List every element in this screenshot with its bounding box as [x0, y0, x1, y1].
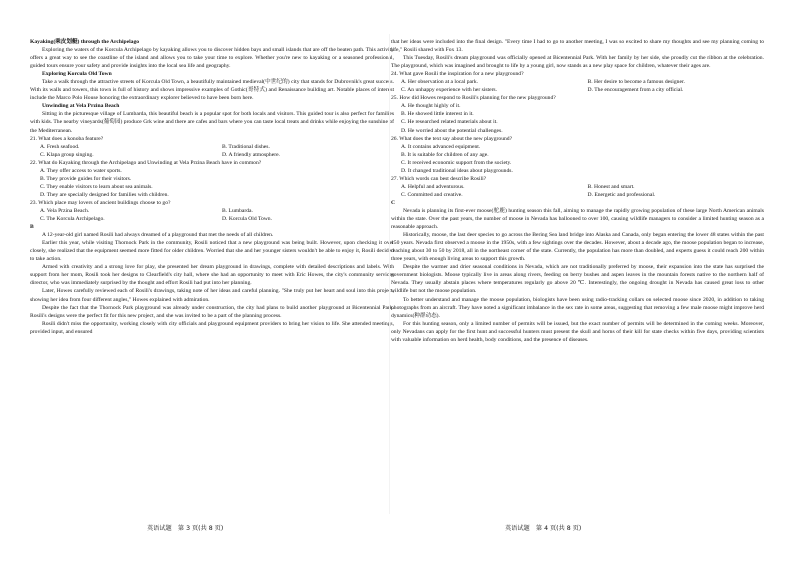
left-page-column [30, 38, 394, 336]
answer-option: D. The encouragement from a city official. [587, 87, 684, 94]
kayak-paragraph: Exploring the waters of the Korcula Archipelago by kayaking allows you to discover hidden bays and small islands that are off the beaten path. This activity offers a great way to see the coastline of the island and allows you to take your time to explore. Whether you're new to kayaking or a seasoned professional, guided tours ensure your safety and provide insights into the local sea life and geography. [30, 47, 394, 70]
right-page-column [391, 38, 764, 344]
question-stem: 25. How did Howes respond to Rosili's planning for the new playground? [391, 95, 556, 102]
answer-option: D. A friendly atmosphere. [222, 151, 280, 158]
question-stem: 24. What gave Rosili the inspiration for a new playground? [391, 71, 524, 78]
option-list [30, 207, 394, 223]
answer-option: C. It received economic support from the society. [401, 159, 512, 166]
answer-option: C. They enable visitors to learn about sea animals. [40, 183, 153, 190]
passage-paragraph: Rosili didn't miss the opportunity, working closely with city officials and playground equipment providers to bring her vision to life. She attended meetings, provided input, and ensured [30, 320, 394, 335]
passage-paragraph: Despite the fact that the Thornock Park playground was already under construction, the city had plans to build another playground at Bicentennial Park. Rosili's designs were the perfect fit for this new project, and she was invited to be a part of the planning process. [30, 304, 394, 319]
answer-option: D. He worried about the potential challenges. [401, 127, 503, 134]
answer-option: A. He thought highly of it. [401, 103, 461, 110]
answer-option: B. Her desire to become a famous designer. [587, 79, 685, 86]
option-list [391, 78, 764, 94]
answer-option: A. Her observation at a local park. [401, 79, 479, 86]
beach-paragraph: Sitting in the picturesque village of Lumbarda, this beautiful beach is a popular spot for both locals and visitors. This guided tour is also perfect for families with kids. The nearby vineyards(葡萄园) produce Grk wine and there are cafes and bars where you can taste local treats and drinks while enjoying the sunshine of the Mediterranean. [30, 111, 394, 134]
question-stem: 26. What does the text say about the new playground? [391, 135, 513, 142]
page-footer-right: 英语试题 第 4 页(共 8 页) [505, 525, 582, 532]
question-stem: 21. What does a konoba feature? [30, 135, 104, 142]
question-stem: 27. Which words can best describe Rosili? [391, 175, 487, 182]
option-list [391, 143, 764, 175]
answer-option: A. It contains advanced equipment. [401, 143, 481, 150]
answer-option: A. Helpful and adventurous. [401, 183, 465, 190]
option-list [30, 143, 394, 159]
old-town-paragraph: Take a walk through the attractive streets of Korcula Old Town, a beautifully maintained medieval(中世纪的) city that stands for Dubrovnik's great success. With its walls and towers, this town is full of history and shows impressive examples of Gothic(哥特式) and Renaissance building art. Notable places of interest include the Marco Polo House honoring the extraordinary explorer believed to have been born here. [30, 79, 394, 102]
passage-paragraph: that her ideas were included into the final design. "Every time I had to go to another meeting, I was so excited to share my thoughts and see my planning coming to life," Rosili shared with Fox 13. [391, 39, 764, 54]
answer-option: B. Honest and smart. [587, 183, 635, 190]
answer-option: A. They offer access to water sports. [40, 167, 122, 174]
page-footer-left: 英语试题 第 3 页(共 8 页) [147, 525, 224, 532]
passage-paragraph: Earlier this year, while visiting Thornock Park in the community, Rosili noticed that a new playground was being built. However, upon checking it over closely, she realized that the equipment seemed more fitted for older children. Worried that she and her younger sisters wouldn't be able to enjoy it, Rosili decided to take action. [30, 240, 394, 263]
answer-option: C. The Korcula Archipelago. [40, 216, 105, 223]
question-stem: 22. What do Kayaking through the Archipelago and Unwinding at Vela Przina Beach have in common? [30, 159, 262, 166]
passage-paragraph: Armed with creativity and a strong love for play, she presented her dream playground in drawings, complete with detailed descriptions and labels. With support from her mom, Rosili took her designs to Clearfield's city hall, where she had an opportunity to meet with Eric Howes, the city's community services director, who was immediately surprised by the thought and effort Rosili had put into her planning. [30, 264, 394, 287]
answer-option: B. It is suitable for children of any age. [401, 151, 489, 158]
answer-option: A. Fresh seafood. [40, 143, 80, 150]
question-stem: 23. Which place may lovers of ancient buildings choose to go? [30, 199, 171, 206]
answer-option: C. He researched related materials about it. [401, 119, 498, 126]
kayak-heading: Kayaking(乘皮划艇) through the Archipelago [30, 39, 140, 45]
answer-option: B. He showed little interest in it. [401, 111, 474, 118]
answer-option: B. Traditional dishes. [222, 143, 270, 150]
option-list [391, 102, 764, 134]
passage-paragraph: Historically, moose, the last deer species to go across the Bering Sea land bridge into Alaska and Canada, only began entering the lower 48 states within the past 150 years. Nevada first observed a moose in the 1950s, with a few sightings over the decades. However, about a decade ago, the moose population began to increase, reaching about 30 to 50 by 2018, all in the northeast corner of the state. Currently, the population has more than doubled, and experts guess it could reach 200 within three years, with enough living areas to support this growth. [391, 232, 764, 263]
option-list [391, 183, 764, 199]
right-questions [391, 70, 764, 199]
passage-paragraph: Nevada is planning its first-ever moose(驼鹿) hunting season this fall, aiming to manage the rapidly growing population of these large North American animals within the state. Over the past years, the number of moose in Nevada has ballooned to over 100, causing wildlife managers to consider a limited hunting season as a reasonable approach. [391, 207, 764, 231]
answer-option: A. Vela Przina Beach. [40, 207, 90, 214]
answer-option: D. They are specially designed for families with children. [40, 191, 169, 198]
left-questions [30, 135, 394, 224]
passage-b-continued [391, 38, 764, 70]
beach-heading: Unwinding at Vela Przina Beach [42, 103, 120, 110]
answer-option: B. Lumbarda. [222, 207, 253, 214]
answer-option: D. Korcula Old Town. [222, 216, 272, 223]
section-c-heading: C [391, 199, 396, 206]
answer-option: C. Committed and creative. [401, 191, 463, 198]
passage-paragraph: Despite the warmer and drier seasonal conditions in Nevada, which are not traditionally preferred by moose, their expansion into the state has surprised the government biologists. Moose typically live in areas along rivers, feeding on berry bushes and aspen leaves in the mountain forests native to the northern half of Nevada. They usually abstain places where temperatures regularly go above 20 ℃. Interestingly, the ongoing drought in Nevada has caused great loss to other wildlife but not the moose population. [391, 264, 764, 295]
passage-c [391, 207, 764, 344]
answer-option: C. An unhappy experience with her sisters. [401, 87, 498, 94]
passage-b [30, 231, 394, 336]
passage-paragraph: Later, Howes carefully reviewed each of Rosili's drawings, taking note of her ideas and careful planning. "She truly put her heart and soul into this project, showing her idea from four different angles," Howes explained with admiration. [30, 288, 394, 303]
passage-paragraph: To better understand and manage the moose population, biologists have been using radio-tracking collars on selected moose since 2020, in addition to taking photographs from an aircraft. They have noted a significant imbalance in the sex rate in some areas, suggesting that removing a few male moose might improve herd dynamics(种群动态). [391, 296, 764, 319]
column-divider [389, 34, 390, 514]
answer-option: D. It changed traditional ideas about playgrounds. [401, 167, 513, 174]
answer-option: D. Energetic and professional. [587, 191, 656, 198]
answer-option: C. Klapa group singing. [40, 151, 94, 158]
passage-paragraph: This Tuesday, Rosili's dream playground was officially opened at Bicentennial Park. With her family by her side, she proudly cut the ribbon at the celebration. The playground, which was imagined and brought to life by a young girl, now stands as a new play space for children, whatever their ages are. [391, 55, 764, 70]
section-b-heading: B [30, 224, 34, 231]
answer-option: B. They provide guides for their visitors. [40, 175, 132, 182]
old-town-heading: Exploring Korcula Old Town [42, 71, 112, 78]
passage-paragraph: A 12-year-old girl named Rosili had always dreamed of a playground that met the needs of all children. [42, 232, 274, 239]
passage-paragraph: For this hunting season, only a limited number of permits will be issued, but the exact number of permits will be determined in the coming weeks. Moreover, only Nevadans can apply for the first hunt and successful hunters must present the skull and horns of their kill for state checks within five days, providing scientists with valuable information on herd health, body conditions, and the presence of diseases. [391, 320, 764, 343]
option-list [30, 167, 394, 199]
